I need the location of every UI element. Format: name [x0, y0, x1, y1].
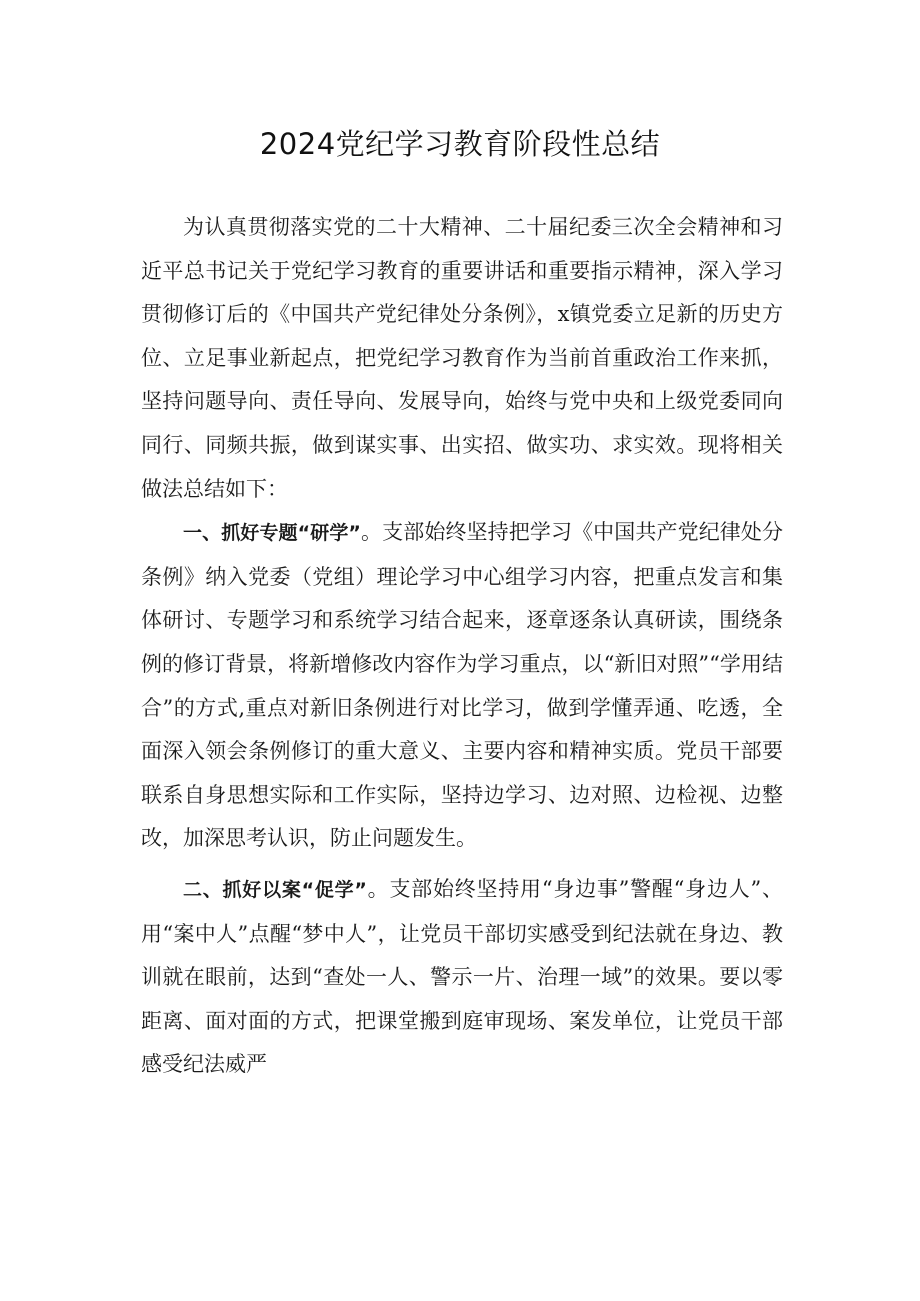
paragraph-section-1 — [141, 511, 783, 861]
paragraph-text: 。支部始终坚持把学习《中国共产党纪律处分条例》纳入党委（党组）理论学习中心组学习内容，把重点发言和集体研讨、专题学习和系统学习结合起来，逐章逐条认真研读，围绕条例的修订背景，将新增修改内容作为学习重点，以“新旧对照”“学用结合”的方式,重点对新旧条例进行对比学习，做到学懂弄通、吃透，全面深入领会条例修订的重大意义、主要内容和精神实质。党员干部要联系自身思想实际和工作实际，坚持边学习、边对照、边检视、边整改，加深思考认识，防止问题发生。 — [141, 520, 783, 851]
document-body — [141, 206, 783, 1087]
section-heading: 二、抓好以案“促学” — [183, 878, 367, 901]
paragraph-intro — [141, 206, 783, 511]
document-title: 2024党纪学习教育阶段性总结 — [259, 127, 661, 161]
section-heading: 一、抓好专题“研学” — [183, 522, 361, 545]
paragraph-text: 为认真贯彻落实党的二十大精神、二十届纪委三次全会精神和习近平总书记关于党纪学习教育的重要讲话和重要指示精神，深入学习贯彻修订后的《中国共产党纪律处分条例》，x镇党委立足新的历史方位、立足事业新起点，把党纪学习教育作为当前首重政治工作来抓，坚持问题导向、责任导向、发展导向，始终与党中央和上级党委同向同行、同频共振，做到谋实事、出实招、做实功、求实效。现将相关做法总结如下： — [141, 215, 783, 501]
paragraph-section-2 — [141, 868, 783, 1087]
paragraph-text: 。支部始终坚持用“身边事”警醒“身边人”、用“案中人”点醒“梦中人”，让党员干部切实感受到纪法就在身边、教训就在眼前，达到“查处一人、警示一片、治理一域”的效果。要以零距离、面对面的方式，把课堂搬到庭审现场、案发单位，让党员干部感受纪法威严 — [141, 876, 783, 1077]
